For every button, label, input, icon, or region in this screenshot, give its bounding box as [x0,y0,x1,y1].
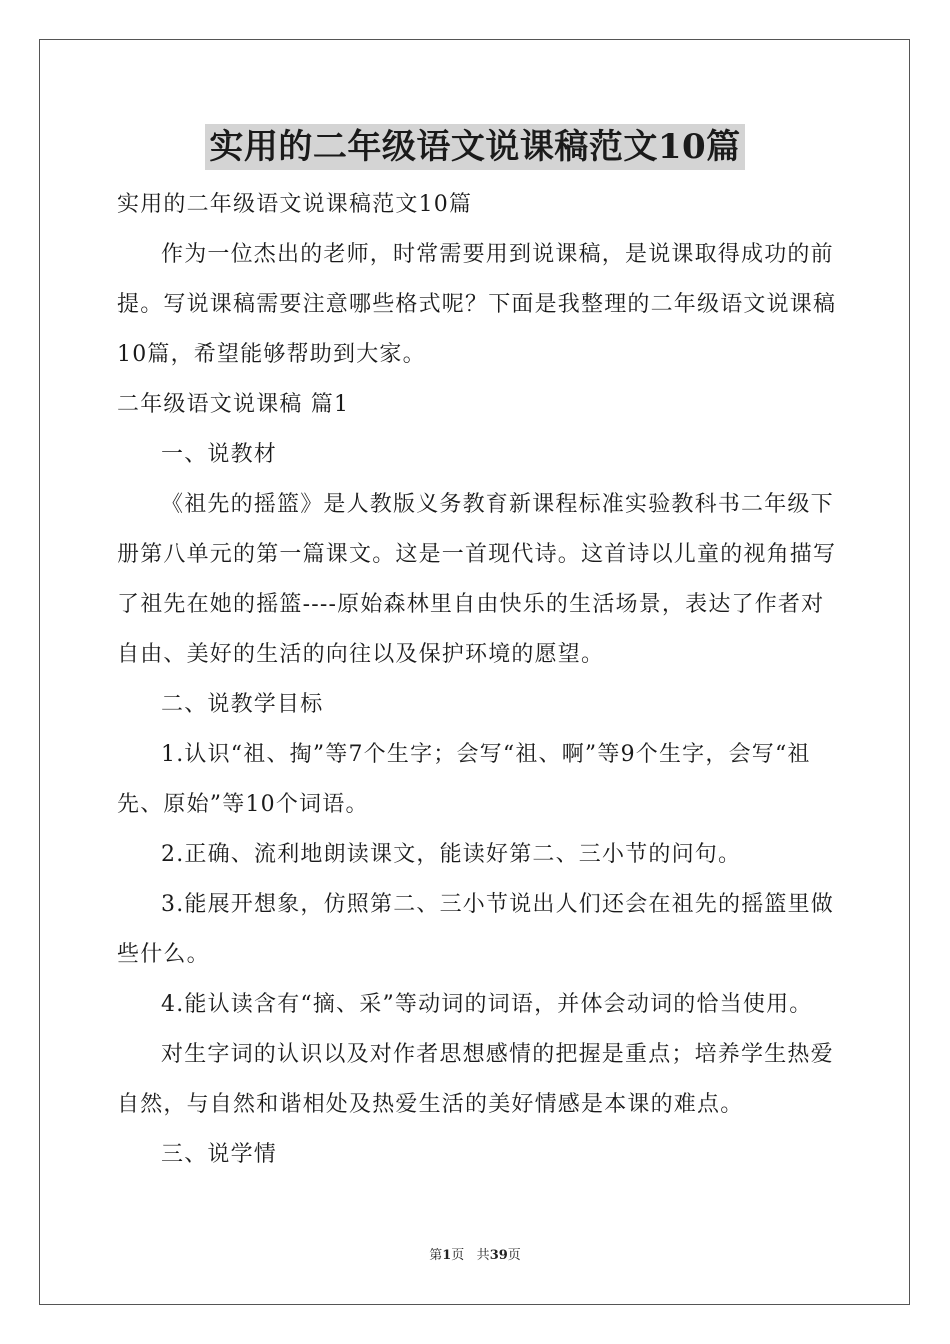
paragraph: 对生字词的认识以及对作者思想感情的把握是重点；培养学生热爱自然，与自然和谐相处及热爱生活的美好情感是本课的难点。 [117,1042,834,1117]
list-item: 1.认识“祖、掏”等7个生字；会写“祖、啊”等9个生字，会写“祖先、原始”等10个词语。 [117,742,811,817]
title-container [0,124,950,170]
list-item: 2.正确、流利地朗读课文，能读好第二、三小节的问句。 [161,842,742,867]
total-pages: 39 [489,1248,508,1263]
total-suffix: 页 [507,1248,521,1263]
subsection-heading: 三、说学情 [161,1142,278,1167]
list-item: 3.能展开想象，仿照第二、三小节说出人们还会在祖先的摇篮里做些什么。 [117,892,834,967]
page-prefix: 第 [429,1248,443,1263]
page-suffix: 页 [451,1248,465,1263]
document-body [117,180,837,1180]
subsection-heading: 二、说教学目标 [161,692,324,717]
document-title: 实用的二年级语文说课稿范文10篇 [205,124,744,170]
paragraph: 实用的二年级语文说课稿范文10篇 [117,192,473,217]
page-number: 1 [442,1248,452,1263]
list-item: 4.能认读含有“摘、采”等动词的词语，并体会动词的恰当使用。 [161,992,813,1017]
paragraph: 《祖先的摇篮》是人教版义务教育新课程标准实验教科书二年级下册第八单元的第一篇课文。这是一首现代诗。这首诗以儿童的视角描写了祖先在她的摇篮----原始森林里自由快乐的生活场景，表达了作者对自由、美好的生活的向往以及保护环境的愿望。 [117,492,837,667]
subsection-heading: 一、说教材 [161,442,278,467]
paragraph: 作为一位杰出的老师，时常需要用到说课稿，是说课取得成功的前提。写说课稿需要注意哪些格式呢？下面是我整理的二年级语文说课稿10篇，希望能够帮助到大家。 [117,242,837,367]
section-heading: 二年级语文说课稿 篇1 [117,392,350,417]
total-prefix: 共 [476,1248,490,1263]
page-footer [0,1244,950,1263]
